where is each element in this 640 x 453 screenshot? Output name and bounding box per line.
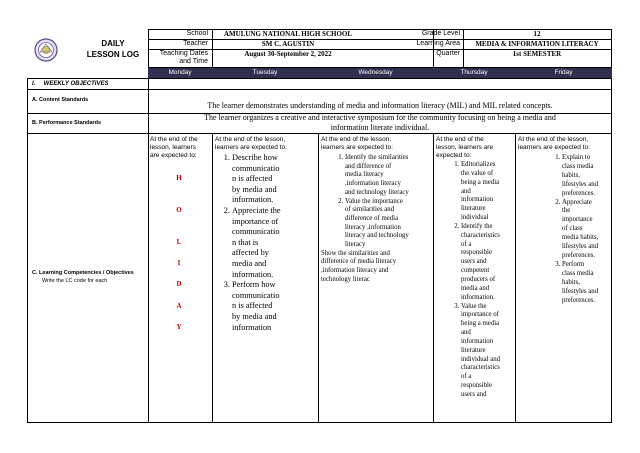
- holiday-letter-i: I: [177, 259, 181, 267]
- school-value: AMULUNG NATIONAL HIGH SCHOOL: [223, 30, 353, 38]
- teaching-dates-label-line1: Teaching Dates: [159, 50, 208, 57]
- grade-level-value: 12: [533, 30, 541, 38]
- teacher-value: SM C. AGUSTIN: [261, 40, 315, 48]
- wednesday-objectives: [321, 154, 433, 285]
- learning-area-label: Learning Area: [416, 40, 460, 47]
- friday-objectives: [518, 154, 612, 305]
- monday-intro: At the end of the lesson, learners are expected to:: [150, 136, 198, 159]
- dates-value: August 30-September 2, 2022: [244, 50, 332, 58]
- friday-objective-3: 3. Perform class media habits, lifestyles and preferences.: [562, 261, 612, 306]
- day-header-wednesday: Wednesday: [318, 68, 433, 78]
- day-header-friday: Friday: [515, 68, 612, 78]
- grade-level-label: Grade Level: [421, 30, 460, 37]
- thursday-objective-2: 2. Identify the characteristics of a responsible users and competent producers of media and information.: [461, 223, 515, 303]
- tuesday-objective-2: 2. Appreciate the importance of communicatio n that is affected by media and information.: [232, 206, 318, 280]
- tuesday-objective-1: 1. Describe how communicatio n is affected by media and information.: [232, 153, 318, 206]
- day-header-monday: Monday: [148, 68, 212, 78]
- day-header-thursday: Thursday: [433, 68, 515, 78]
- weekly-objectives-heading: I. WEEKLY OBJECTIVES: [32, 81, 109, 87]
- learning-competencies-label: C. Learning Competencies / Objectives: [32, 270, 134, 276]
- wednesday-intro: At the end of the lesson, learners are expected to:: [321, 136, 393, 151]
- wednesday-extra: Show the similarities and difference of media literacy ,information literacy and technology literac: [321, 249, 397, 283]
- title-line-1: DAILY: [101, 39, 125, 48]
- thursday-objective-1: 1. Editorializes the value of being a media and information literature individual: [461, 161, 515, 223]
- tuesday-objective-3: 3. Perform how communicatio n is affected by media and information: [232, 280, 318, 333]
- log-title: [78, 38, 148, 60]
- quarter-label: Quarter: [436, 50, 460, 57]
- holiday-letter-y: Y: [176, 323, 182, 331]
- teaching-dates-label-line2: and Time: [179, 58, 208, 65]
- wednesday-objective-1: 1. Identify the similarities and difference of media literacy ,information literacy and technology literacy: [345, 154, 433, 198]
- performance-standards-line2: information literate individual.: [330, 123, 430, 132]
- day-header-tuesday: Tuesday: [212, 68, 318, 78]
- quarter-value: 1st SEMESTER: [512, 50, 562, 58]
- thursday-objective-3: 3. Value the importance of being a media and information literature individual and characteristics of a responsible users and: [461, 303, 515, 400]
- holiday-letter-a: A: [176, 302, 182, 310]
- performance-standards-label: B. Performance Standards: [32, 120, 102, 126]
- performance-standards-line1: The learner organizes a creative and interactive symposium for the community focusing on being a media and: [204, 113, 556, 122]
- learning-competencies-sublabel: Write the LC code for each: [42, 278, 108, 284]
- holiday-letter-h: H: [176, 174, 182, 182]
- tuesday-intro: At the end of the lesson, learners are expected to:: [215, 136, 287, 151]
- deped-seal-logo: [34, 38, 58, 62]
- teacher-label: Teacher: [183, 40, 208, 47]
- friday-objective-2: 2. Appreciate the importance of class media habits, lifestyles and preferences.: [562, 199, 612, 261]
- learning-area-value: MEDIA & INFORMATION LITERACY: [475, 40, 599, 48]
- friday-intro: At the end of the lesson, learners are expected to:: [518, 136, 590, 151]
- title-line-2: LESSON LOG: [86, 50, 140, 59]
- wednesday-objective-2: 2. Value the importance of similarities and difference of media literacy ,information literacy and technology literacy: [345, 198, 433, 250]
- thursday-objectives: [436, 161, 515, 400]
- holiday-letter-l: L: [176, 238, 182, 246]
- content-standards-label: A. Content Standards: [32, 97, 89, 103]
- teaching-dates-label: [150, 50, 208, 66]
- friday-objective-1: 1. Explain to class media habits, lifestyles and preferences.: [562, 154, 612, 199]
- holiday-letter-d: D: [176, 280, 182, 288]
- performance-standards-text: [150, 113, 610, 133]
- tuesday-objectives: [218, 153, 318, 333]
- thursday-intro: At the end of the lesson, learners are expected to:: [436, 136, 494, 159]
- holiday-letter-o: O: [176, 206, 182, 214]
- content-standards-text: The learner demonstrates understanding of media and information literacy (MIL) and MIL related concepts.: [207, 101, 553, 110]
- school-label: School: [186, 30, 208, 37]
